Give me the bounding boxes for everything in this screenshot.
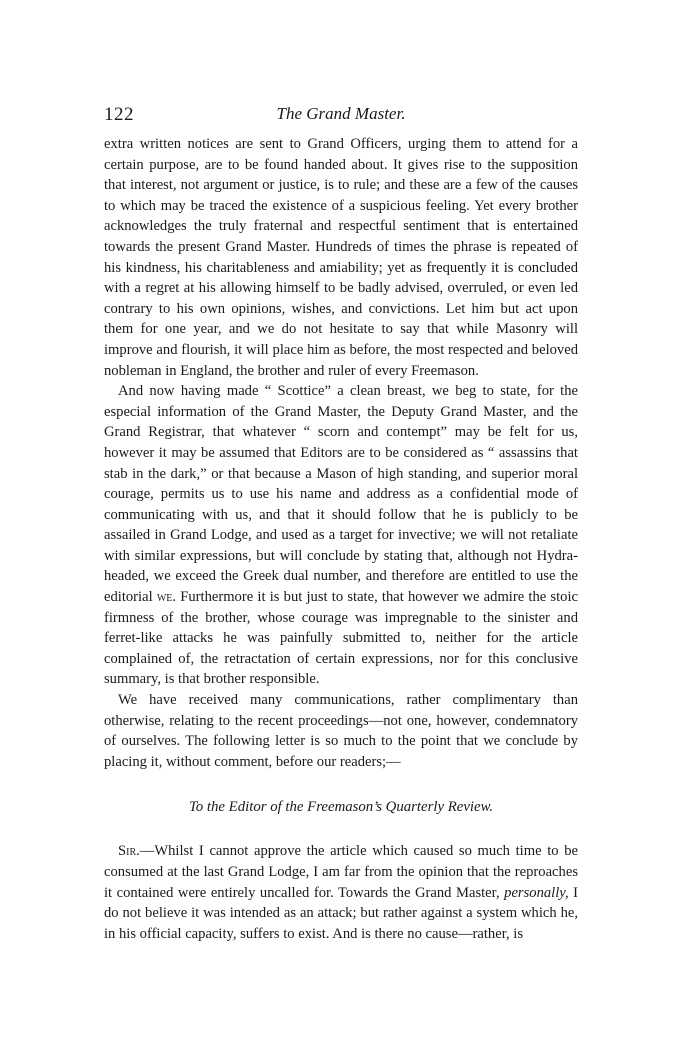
editorial-we: we. — [156, 589, 177, 606]
letter-body — [104, 841, 578, 944]
letter-body-text-1: —Whilst I cannot approve the article which caused so much time to be consumed at the last Grand Lodge, I am far from the opinion that the reproaches it contained were entirely uncalled for. Towards the Grand Master, — [104, 843, 578, 901]
book-page — [104, 104, 578, 944]
body-text — [104, 134, 578, 944]
paragraph-communications: We have received many communications, rather complimentary than otherwise, relating to the recent proceedings—not one, however, condemnatory of ourselves. The following letter is so much to the point that we conclude by placing it, without comment, before our readers;— — [104, 692, 578, 770]
paragraph-scottice — [104, 381, 578, 690]
page-number: 122 — [104, 104, 134, 125]
running-title: The Grand Master. — [276, 104, 406, 123]
letter-heading: To the Editor of the Freemason’s Quarterly Review. — [188, 799, 494, 816]
emphasis-personally: personally, — [504, 884, 569, 901]
paragraph-scottice-tail: Furthermore it is but just to state, that however we admire the stoic firmness of the brother, whose courage was impregnable to the sinister and ferret-like attacks he was painfully submitted to, neither for the article complained of, the retractation of certain expressions, nor for this conclusive summary, is that brother responsible. — [104, 589, 578, 688]
letter-body-text-2: I do not believe it was intended as an attack; but rather against a system which he, in his official capacity, suffers to exist. And is there no cause—rather, is — [104, 884, 578, 942]
paragraph-scottice-text: And now having made “ Scottice” a clean breast, we beg to state, for the especial information of the Grand Master, the Deputy Grand Master, and the Grand Registrar, that whatever “ scorn and contempt” may be felt for us, however it may be assumed that Editors are to be considered as “ assassins that stab in the dark,” or that because a Mason of high standing, and superior moral courage, permits us to use his name and address as a confidential mode of communicating with us, and that it should follow that he is publicly to be assailed in Grand Lodge, and used as a target for invective; we will not retaliate with similar expressions, but will conclude by stating that, although not Hydra-headed, we exceed the Greek dual number, and therefore are entitled to use the editorial — [104, 383, 578, 606]
paragraph-continuation: extra written notices are sent to Grand Officers, urging them to attend for a certain purpose, are to be found handed about. It gives rise to the supposition that interest, not argument or justice, is to rule; and these are a few of the causes to which may be traced the existence of a suspicious feeling. Yet every brother acknowledges the truly fraternal and respectful sentiment that is entertained towards the present Grand Master. Hundreds of times the phrase is repeated of his kindness, his charitableness and amiability; yet as frequently it is concluded with a regret at his allowing himself to be badly advised, overruled, or even led contrary to his own opinions, wishes, and convictions. Let him but act upon them for one year, and we do not hesitate to say that while Masonry will improve and flourish, it will place him as before, the most respected and beloved nobleman in England, the brother and ruler of every Freemason. — [104, 136, 578, 379]
running-head — [104, 104, 578, 134]
letter-salutation: Sir. — [118, 843, 140, 860]
